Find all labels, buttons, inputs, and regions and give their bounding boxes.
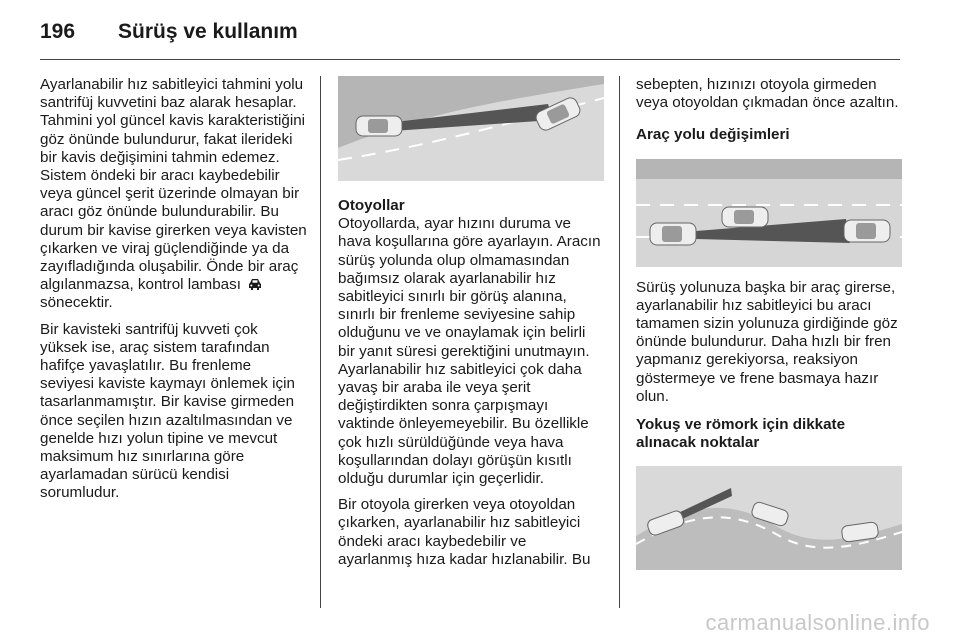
page-header bbox=[40, 18, 900, 58]
curve-road-illustration bbox=[338, 76, 604, 181]
paragraph: Bir otoyola girerken veya otoyoldan çıkarken, ayarlanabilir hız sabitleyici öndeki aracı kaybedebilir ve ayarlanmış hıza kadar hızlanabilir. Bu bbox=[338, 496, 591, 568]
car-icon bbox=[650, 223, 696, 245]
paragraph bbox=[40, 76, 308, 313]
hill-road-illustration bbox=[636, 466, 902, 570]
paragraph: Otoyollarda, ayar hızını duruma ve hava koşullarına göre ayarlayın. Aracın sürüş yolunda olup olmamasından bağımsız olarak ayarlanabilir hız sabitleyici sınırlı bir görüş alanına, sınırlı bir frenleme seviyesine sahip olduğunu ve ve onaylamak için belirli bir yanıt süresi gerektiğini unutmayın. Ayarlanabilir hız sabitleyici çok daha yavaş bir araba ile veya şerit değiştirdikten sonra çarpışmayı vaktinde önleyemeyebilir. Bu özellikle çok hızlı sürüldüğünde veya hava koşullarından dolayı görüşün kısıtlı olduğu durumlar için geçerlidir. bbox=[338, 215, 601, 488]
section-heading: Otoyollar bbox=[338, 197, 405, 214]
car-icon bbox=[356, 116, 402, 136]
section-heading: Araç yolu değişimleri bbox=[636, 126, 790, 144]
paragraph-text-end: sönecektir. bbox=[40, 294, 113, 312]
paragraph: Sürüş yolunuza başka bir araç girerse, ayarlanabilir hız sabitleyici bu aracı tamamen sizin yolunuza girdiğinde göz önünde bulundurur. Daha hızlı bir fren yapmanız gerekiyorsa, reaksiyon göstermeye ve frene basmaya hazır olun. bbox=[636, 278, 898, 405]
car-icon bbox=[844, 220, 890, 242]
paragraph: Bir kavisteki santrifüj kuvveti çok yüksek ise, araç sistem tarafından hafifçe yavaşlatılır. Bu frenleme seviyesi kaviste kaymayı önlemek için tasarlanmamıştır. Bir kavise girmeden önce seçilen hızın azaltılmasından ve genelde hızı yolun tipine ve mevcut maksimum hız sınırlarına göre ayarlamadan sürücü kendisi sorumludur. bbox=[40, 320, 295, 502]
header-divider bbox=[40, 59, 900, 60]
text-column-3 bbox=[636, 76, 902, 570]
paragraph-text: Ayarlanabilir hız sabitleyici tahmini yolu santrifüj kuvvetini baz alarak hesaplar. Tahmini yol güncel kavis karakteristiğini göz önünde bulundurur, fakat ilerideki bir kavis değişimini tahmin edemez. Sistem öndeki bir aracı kaybedebilir veya güncel şerit üzerinde olmayan bir aracı göz önünde bulundurabilir. Bu durum bir kavise girerken veya kavisten çıkarken ve viraj güçlendiğinde ya da zayıfladığında oluşabilir. Önde bir araç algılanmazsa, kontrol lambası bbox=[40, 76, 307, 294]
column-divider bbox=[320, 76, 321, 608]
column-divider bbox=[619, 76, 620, 608]
paragraph: sebepten, hızınızı otoyola girmeden veya otoyoldan çıkmadan önce azaltın. bbox=[636, 76, 899, 112]
text-column-1 bbox=[40, 76, 308, 511]
text-column-2 bbox=[338, 76, 604, 577]
section-title: Sürüş ve kullanım bbox=[118, 20, 298, 43]
car-icon bbox=[722, 207, 768, 227]
watermark: carmanualsonline.info bbox=[705, 610, 930, 635]
section-heading: Yokuş ve römork için dikkate alınacak noktalar bbox=[636, 416, 846, 452]
lane-change-illustration bbox=[636, 159, 902, 267]
page-number: 196 bbox=[40, 20, 76, 43]
car-control-lamp-icon bbox=[247, 277, 263, 291]
